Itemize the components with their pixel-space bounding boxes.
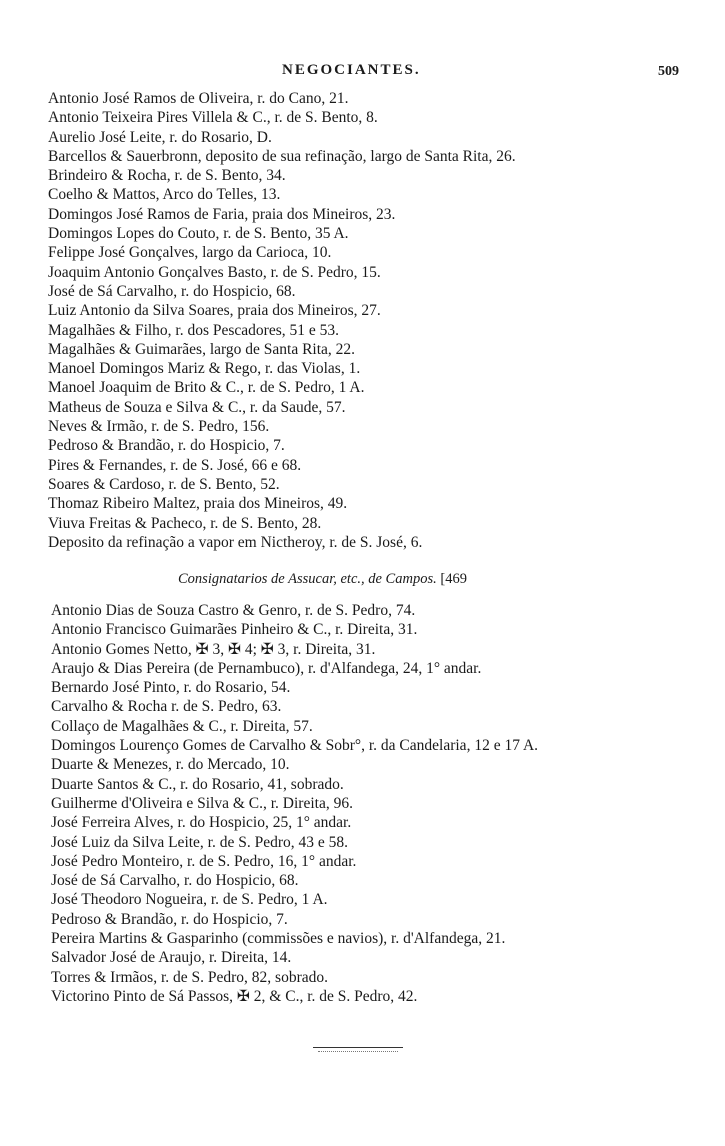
- section-heading: [178, 571, 467, 588]
- directory-entry: Duarte Santos & C., r. do Rosario, 41, sobrado.: [51, 775, 344, 793]
- directory-entry: Pedroso & Brandão, r. do Hospicio, 7.: [51, 910, 288, 928]
- section-heading-title: Consignatarios de Assucar, etc., de Campos.: [178, 571, 437, 587]
- negociantes-list: [48, 89, 708, 552]
- directory-entry: José de Sá Carvalho, r. do Hospicio, 68.: [51, 872, 299, 890]
- directory-entry: Viuva Freitas & Pacheco, r. de S. Bento, 28.: [48, 514, 322, 532]
- directory-entry: Collaço de Magalhães & C., r. Direita, 57.: [51, 717, 313, 735]
- directory-entry: Antonio Gomes Netto, ✠ 3, ✠ 4; ✠ 3, r. Direita, 31.: [51, 640, 376, 658]
- directory-entry: Pires & Fernandes, r. de S. José, 66 e 68.: [48, 456, 302, 474]
- directory-entry: Joaquim Antonio Gonçalves Basto, r. de S. Pedro, 15.: [48, 263, 381, 281]
- closing-rule: [313, 1047, 403, 1048]
- directory-entry: Neves & Irmão, r. de S. Pedro, 156.: [48, 418, 270, 436]
- directory-entry: Manoel Joaquim de Brito & C., r. de S. Pedro, 1 A.: [48, 379, 365, 397]
- directory-entry: Antonio Francisco Guimarães Pinheiro & C., r. Direita, 31.: [51, 621, 418, 639]
- directory-entry: Guilherme d'Oliveira e Silva & C., r. Direita, 96.: [51, 794, 353, 812]
- directory-entry: Manoel Domingos Mariz & Rego, r. das Violas, 1.: [48, 360, 361, 378]
- directory-entry: Carvalho & Rocha r. de S. Pedro, 63.: [51, 698, 282, 716]
- directory-entry: Coelho & Mattos, Arco do Telles, 13.: [48, 186, 281, 204]
- directory-entry: Aurelio José Leite, r. do Rosario, D.: [48, 128, 272, 146]
- directory-entry: Antonio Dias de Souza Castro & Genro, r. de S. Pedro, 74.: [51, 602, 416, 619]
- directory-entry: Antonio José Ramos de Oliveira, r. do Cano, 21.: [48, 90, 349, 107]
- directory-entry: Matheus de Souza e Silva & C., r. da Saude, 57.: [48, 398, 346, 416]
- directory-entry: José Pedro Monteiro, r. de S. Pedro, 16, 1° andar.: [51, 852, 357, 870]
- directory-entry: Brindeiro & Rocha, r. de S. Bento, 34.: [48, 167, 286, 185]
- page-number: 509: [658, 64, 679, 79]
- directory-entry: Duarte & Menezes, r. do Mercado, 10.: [51, 756, 290, 774]
- directory-entry: Salvador José de Araujo, r. Direita, 14.: [51, 949, 292, 967]
- directory-entry: Araujo & Dias Pereira (de Pernambuco), r. d'Alfandega, 24, 1° andar.: [51, 659, 482, 677]
- directory-entry: Soares & Cardoso, r. de S. Bento, 52.: [48, 475, 280, 493]
- closing-rule-dotted: [318, 1051, 398, 1052]
- directory-entry: José Luiz da Silva Leite, r. de S. Pedro, 43 e 58.: [51, 833, 349, 851]
- directory-entry: Domingos Lopes do Couto, r. de S. Bento, 35 A.: [48, 225, 349, 243]
- directory-entry: Barcellos & Sauerbronn, deposito de sua refinação, largo de Santa Rita, 26.: [48, 147, 516, 165]
- directory-entry: Pedroso & Brandão, r. do Hospicio, 7.: [48, 437, 285, 455]
- directory-entry: Thomaz Ribeiro Maltez, praia dos Mineiros, 49.: [48, 495, 348, 513]
- section-heading-reference: [469: [440, 571, 467, 587]
- directory-entry: Torres & Irmãos, r. de S. Pedro, 82, sobrado.: [51, 968, 329, 986]
- running-title: NEGOCIANTES.: [282, 62, 421, 78]
- directory-entry: Magalhães & Guimarães, largo de Santa Rita, 22.: [48, 340, 356, 358]
- page-header: [0, 62, 725, 84]
- directory-entry: Luiz Antonio da Silva Soares, praia dos Mineiros, 27.: [48, 302, 381, 320]
- directory-entry: José de Sá Carvalho, r. do Hospicio, 68.: [48, 282, 296, 300]
- directory-entry: Felippe José Gonçalves, largo da Carioca, 10.: [48, 244, 332, 262]
- directory-entry: Domingos Lourenço Gomes de Carvalho & Sobr°, r. da Candelaria, 12 e 17 A.: [51, 737, 539, 755]
- directory-entry: Deposito da refinação a vapor em Nictheroy, r. de S. José, 6.: [48, 533, 423, 551]
- directory-entry: Bernardo José Pinto, r. do Rosario, 54.: [51, 679, 291, 697]
- directory-entry: Victorino Pinto de Sá Passos, ✠ 2, & C., r. de S. Pedro, 42.: [51, 987, 418, 1005]
- directory-entry: Domingos José Ramos de Faria, praia dos Mineiros, 23.: [48, 205, 396, 223]
- directory-entry: José Theodoro Nogueira, r. de S. Pedro, 1 A.: [51, 891, 328, 909]
- directory-entry: Pereira Martins & Gasparinho (commissões e navios), r. d'Alfandega, 21.: [51, 930, 506, 948]
- directory-entry: Antonio Teixeira Pires Villela & C., r. de S. Bento, 8.: [48, 109, 378, 127]
- directory-entry: Magalhães & Filho, r. dos Pescadores, 51 e 53.: [48, 321, 340, 339]
- consignatarios-list: [51, 601, 711, 1006]
- directory-entry: José Ferreira Alves, r. do Hospicio, 25, 1° andar.: [51, 814, 352, 832]
